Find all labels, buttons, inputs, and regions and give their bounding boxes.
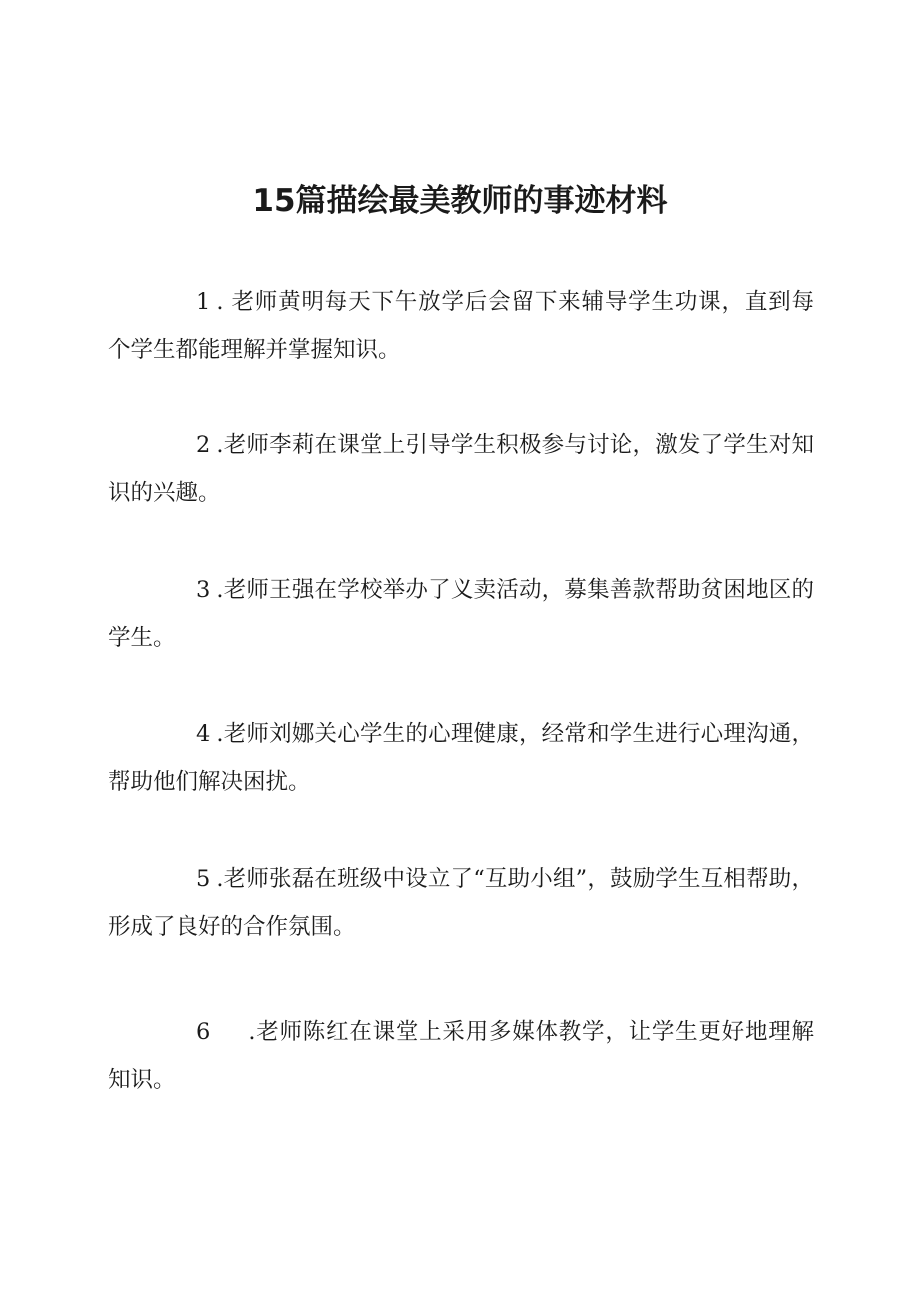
item-number: 4	[196, 721, 211, 747]
item-text: .老师刘娜关心学生的心理健康，经常和学生进行心理沟通，帮助他们解决困扰。	[108, 721, 814, 795]
item-number: 6	[196, 1019, 211, 1045]
document-title: 15篇描绘最美教师的事迹材料	[252, 183, 668, 219]
item-text: .老师张磊在班级中设立了“互助小组”，鼓励学生互相帮助，形成了良好的合作氛围。	[108, 866, 814, 940]
item-number: 1	[196, 289, 211, 315]
item-text: .老师王强在学校举办了义卖活动，募集善款帮助贫困地区的学生。	[108, 577, 814, 651]
item-text: .老师陈红在课堂上采用多媒体教学，让学生更好地理解知识。	[108, 1019, 814, 1093]
list-item	[108, 566, 814, 662]
item-number: 5	[196, 866, 211, 892]
list-item	[108, 278, 814, 374]
item-text: .老师李莉在课堂上引导学生积极参与讨论，激发了学生对知识的兴趣。	[108, 432, 814, 506]
list-item	[108, 421, 814, 517]
list-item	[108, 710, 814, 806]
list-item	[108, 1008, 814, 1104]
list-item	[108, 855, 814, 951]
item-text: . 老师黄明每天下午放学后会留下来辅导学生功课，直到每个学生都能理解并掌握知识。	[108, 289, 814, 363]
item-number: 3	[196, 577, 211, 603]
item-number: 2	[196, 432, 211, 458]
